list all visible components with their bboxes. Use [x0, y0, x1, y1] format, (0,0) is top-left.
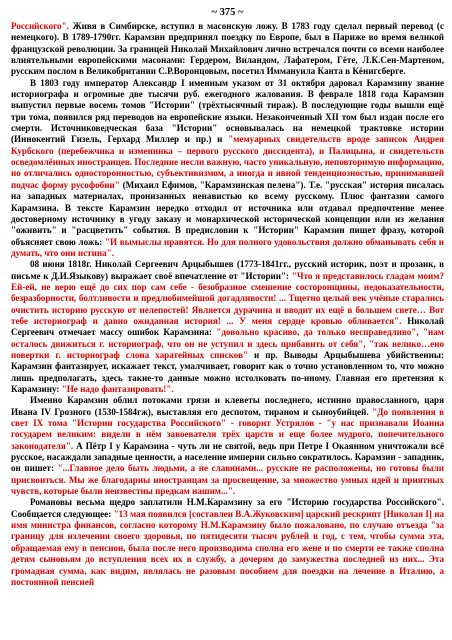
quote-run: "довольно красиво, да только несправедливо", "нам осталось движиться г. историограф, что он не уступил и здесь прибавить от себя", "так велико…ено повертки г. историограф слона харатейных списков" — [11, 327, 444, 360]
paragraph-3 — [11, 259, 444, 395]
paragraph-5 — [11, 497, 444, 588]
text-run: Российского". — [11, 21, 73, 31]
quote-run: "И вымыслы нравятся. Но для полного удовольствия должно обманывать себя и думать, что они истина". — [11, 236, 445, 258]
body-text — [11, 21, 444, 588]
page-number: ~ 375 ~ — [211, 7, 244, 18]
paragraph-1 — [11, 21, 444, 78]
text-run: Живя в Симбирске, вступил в масонскую ложу. В 1783 году сделал первый перевод (с немецкого). В 1789-1790гг. Карамзин предпринял поездку по Европе, был в Париже во время великой французской революции. За границей Николай Михайлович лично встречался почти со всеми наиболее влиятельными европейскими масонами: Гердером, Виландом, Лафатером, Гёте, Л.К.Сен-Мартеном, русским послом в Великобритании С.Р.Воронцовым, посетил Иммануила Канта в Кёнигсберге. — [11, 21, 444, 77]
text-run: Николай Сергеевич отмечает массу ошибок Карамзина: — [11, 315, 444, 338]
paragraph-4 — [11, 395, 444, 497]
text-run: А Пётр I у Карамзина - чуть ли не святой, ведь при Петре I Окаянном уничтожали всё русское, насаждали западные ценности, а население империи сильно сократилось. Карамзин - западник, он пишет: — [11, 440, 444, 474]
text-run: В 1803 году император Александр I именным указом от 31 октября даровал Карамзину звание историографа и огромные две тысячи руб. ежегодного жалования. В феврале 1818 года Карамзин выпустил первые восемь томов "Истории" (трёхтысячный тираж). В последующие годы вышли ещё три тома, появился ряд переводов на европейские языки. Незаконченный XII том был издан после его смерти. Источниковедческая база "Истории" основывалась на немецкой трактовке истории (Иннокентий Гизель, Герхард Миллер и пр.) и — [11, 77, 444, 145]
quote-run: "мемуарных свидетельств вроде записок Андрея Курбского (перебежчика и изменника – первого русского диссидента), и Палицына, и свидетельств осведомлённых иностранцев. Последние несли важную, часто уникальную, неповторимую информацию, но отличались односторонностью, субъективизмом, а иногда и явной тенденциозностью, принимавшей подчас форму русофобии" — [11, 134, 444, 190]
text-run: 08 июня 1818г. Николай Сергеевич Арцыбышев (1773-1841гг., русский историк, поэт и прозаик, в письме к Д.И.Языкову) выражает своё впечатление от "Истории": — [11, 259, 444, 281]
quote-run: "Что я представилось гладам моим? Ей-ей, не верю ещё до сих пор сам себе - безобразное смешение состоронщины, недоказательности, безразборности, болтливости и предлюбимейшой догадливости! ... Тщетно целый век учёные старались очистить историю русскую от нелепостей! Является дурачина и вводит их ещё в большем свете… Вот тебе историограф и давно ожиданная история! ... У меня сердце кровью обливается". — [11, 270, 444, 326]
text-run: (Михаил Ефимов, "Карамзинская пелена"). Т.е. "русская" история писалась на западных материалах, пронизанных ненавистью ко всему русскому. Плюс фантазии самого Карамзина. В тексте Карамзин нередко отходил от источника или отдавал предпочтение менее достоверному источнику в угоду заказу и монархической исторической концепции или из желания "оживить" и "расцветить" события. В предисловии к "Истории" Карамзин пишет фразу, которой объясняет свою ложь: — [11, 179, 444, 247]
text-run: Именно Карамзин облил потоками грязи и клеветы последнего, истинно православного, царя Ивана IV Грозного (1530-1584гж), выставляя его деспотом, тираном и сыноубийцей. — [11, 395, 444, 417]
quote-run: "13 мая появился [составлен В.А.Жуковским] царский рескрипт [Николая I] на имя министра финансов, согласно которому Н.М.Карамзину было пожаловано, по случаю отъезда "за границу для излечения своего здоровья, по пятидесяти тысяч рублей в год, с тем, чтобы сумма эта, обращаемая ему в пенсион, была после него производима сполна его жене и по смерти ее также сполна детям сыновьям до вступления всех их в службу, а дочерям до замужества последней из них... Эта громадная сумма, как видим, являлась не разовым пособием для поездки на лечение в Италию, а постоянной пенсией — [11, 508, 444, 587]
quote-run: "...Главное дело быть людьми, а не славянами... русские не расположены, но готовы были присвоиться. Мы же благодарны иностранцам за просвещение, за множество умных идей и приятных чувств, которые были неизвестны предкам нашим...". — [11, 463, 444, 497]
text-run: Романовы весьма щедро заплатили Н.М.Карамзину за его "Историю государства Российского". Сообщается следующее: — [11, 497, 444, 519]
quote-run: "Не надо фантазировать!". — [61, 384, 174, 394]
paragraph-2 — [11, 78, 444, 260]
text-run: и пр. Выводы Арцыбышева убийственны: Карамзин фантазирует, искажает текст, умалчивает, говорит как о точно установленном то, что можно лишь предполагать, здесь такие-то данные можно истолковать по-иному. Главная его претензия к Карамзину: — [11, 349, 444, 394]
quote-run: "До появления в свет IX тома "Истории государства Российского" - говорит Устрялов - "у нас признавали Иоанна государем великим: видели в нём завоевателя трёх царств и еще более мудрого, попечительного законодателя". — [11, 406, 444, 451]
